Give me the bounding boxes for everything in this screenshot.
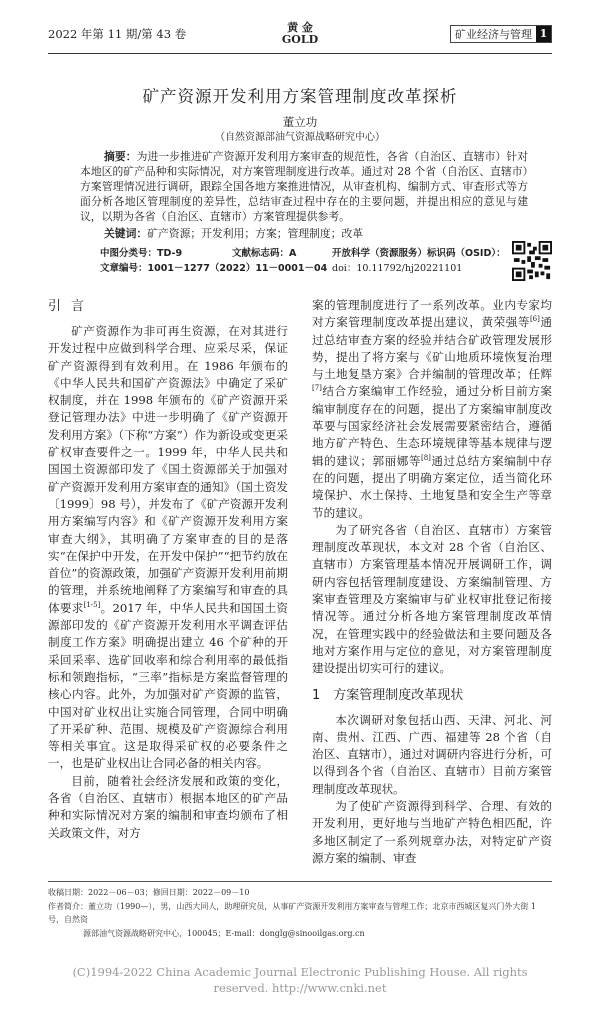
citation[interactable]: [8] (420, 453, 431, 462)
author-bio-cont: 源部油气资源战略研究中心，100045；E-mail：donglg@sinooilgas.org.cn (83, 928, 365, 938)
metadata-row (100, 246, 508, 261)
received-date: 收稿日期：2022－06－03；修回日期：2022－09－10 (48, 888, 250, 898)
section-badge (450, 25, 552, 43)
header-rule (48, 53, 552, 54)
abstract (80, 149, 528, 224)
left-column (48, 297, 288, 867)
journal-name (260, 22, 340, 46)
paragraph: 为了使矿产资源得到科学、合理、有效的开发利用，更好地与当地矿产特色相匹配，许多地区制定了一系列规章办法，对特定矿产资源方案的编制、审查 (312, 799, 552, 865)
author: 董立功 (282, 115, 318, 129)
article-metadata (100, 241, 552, 281)
clc-number: 中图分类号：TD-9 (100, 248, 183, 259)
section-heading-1: 1 方案管理制度改革现状 (312, 687, 464, 703)
section-badge-wrap (382, 25, 552, 43)
keywords-label: 关键词： (104, 227, 148, 240)
journal-name-cn: 黄 金 (287, 21, 313, 34)
journal-name-en: GOLD (281, 33, 319, 46)
paper-title: 矿产资源开发利用方案管理制度改革探析 (142, 87, 458, 106)
article-number: 文章编号：1001－1277（2022）11－0001－04 (100, 263, 328, 274)
section-heading-introduction: 引言 (48, 299, 95, 314)
issue-info: 2022 年第 11 期/第 43 卷 (48, 27, 187, 41)
right-column (312, 297, 552, 867)
document-code: 文献标志码：A (232, 248, 297, 259)
osid-label: 开放科学（资源服务）标识码（OSID）： (332, 248, 506, 259)
paragraph (312, 297, 552, 522)
paragraph: 本次调研对象包括山西、天津、河北、河南、贵州、江西、广西、福建等 28 个省（自治区、直辖市），通过对调研内容进行分析，可以得到各个省（自治区、直辖市）目前方案管理制度改革现状。 (312, 712, 552, 796)
section-name: 矿业经济与管理 (455, 28, 532, 41)
paragraph-text: 矿产资源作为非可再生资源，在对其进行开发过程中应做到科学合理、应采尽采，保证矿产资源得到有效利用。在 1986 年颁布的《中华人民共和国矿产资源法》中确定了采矿权制度，并在 1998 年颁布的《矿产资源开采登记管理办法》中进一步明确了《矿产资源开发利用方案》（下称“方案”）作为新设或变更采矿权审查要件之一。1999 年，中华人民共和国国土资源部印发了《国土资源部关于加强对矿产资源开发利用方案审查的通知》（国土资发〔1999〕98 号），并发布了《矿产资源开发利用方案编写内容》和《矿产资源开发利用方案审查大纲》，其明确了方案审查的目的是落实“在保护中开发，在开发中保护”“把节约放在首位”的资源政策，加强矿产资源开发利用前期的管理，并系统地阐释了方案编写和审查的具体要求 (48, 324, 288, 615)
page-number: 1 (536, 26, 551, 42)
metadata-row (100, 261, 508, 276)
paragraph: 为了研究各省（自治区、直辖市）方案管理制度改革现状，本文对 28 个省（自治区、直辖市）方案管理基本情况开展调研工作，调研内容包括管理制度建设、方案编制管理、方案审查管理及方案编审与矿业权审批登记衔接情况等。通过分析各地方案管理制度改革情况，在管理实践中的经验做法和主要问题及各地对方案作用与定位的意见，对方案管理制度建设提出切实可行的建议。 (312, 522, 552, 676)
footnotes (48, 886, 552, 940)
body-columns (48, 297, 552, 867)
paragraph-text: 结合方案编审工作经验，通过分析目前方案编审制度存在的问题，提出了方案编审制度改革要与国家经济社会发展需要紧密结合，遵循地方矿产特色、生态环境规律等基本规律与逻辑的建议；郭丽娜等 (312, 384, 552, 468)
paragraph (48, 323, 288, 773)
copyright-watermark: (C)1994-2022 China Academic Journal Electronic Publishing House. All rights reserved. http://www.cnki.net (72, 965, 528, 996)
author-bio: 作者简介：董立功（1990—），男，山西大同人，助理研究员，从事矿产资源开发利用方案审查与管理工作；北京市西城区复兴门外大街 1 号，自然资 (48, 901, 536, 925)
affiliation: （自然资源部油气资源战略研究中心） (215, 132, 385, 143)
paragraph-text: 通过总结审查方案的经验并结合矿政管理发展形势，提出了将方案与《矿山地质环境恢复治理与土地复垦方案》合并编制的管理改革；任辉 (312, 315, 552, 382)
footnote-rule (48, 881, 552, 882)
abstract-label: 摘要： (104, 150, 137, 163)
metadata-table (100, 246, 508, 276)
paragraph: 目前，随着社会经济发展和政策的变化，各省（自治区、直辖市）根据本地区的矿产品种和实际情况对方案的编制和审查均颁布了相关政策文件，对方 (48, 773, 288, 840)
keywords (104, 226, 552, 241)
abstract-text: 为进一步推进矿产资源开发利用方案审查的规范性，各省（自治区、直辖市）针对本地区的矿产品种和实际情况，对方案管理制度进行改革。通过对 28 个省（自治区、直辖市）方案管理情况进行调研，跟踪全国各地方案推进情况，从审查机构、编制方式、审查形式等方面分析各地区管理制度的差异性，总结审查过程中存在的主要问题，并提出相应的意见与建议，以期为各省（自治区、直辖市）方案管理提供参考。 (80, 150, 529, 223)
paragraph-text: 通过总结方案编制中存在的问题，提出了明确方案定位，适当简化环境保护、水土保持、土地复垦和安全生产等章节的建议。 (312, 453, 552, 520)
keywords-text: 矿产资源；开发利用；方案；管理制度；改革 (147, 227, 364, 240)
paragraph-text: 。2017 年，中华人民共和国国土资源部印发的《矿产资源开发利用水平调查评估制度工作方案》明确提出建立 46 个矿种的开采回采率、选矿回收率和综合利用率的最低指标和领跑指标，“三率”指标是方案监督管理的核心内容。此外，为加强对矿产资源的监管，中国对矿业权出让实施合同管理，合同中明确了开采矿种、范围、规模及矿产资源综合利用等相关事宜。这是取得采矿权的必要条件之一，也是矿业权出让合同必备的相关内容。 (48, 600, 288, 771)
running-header (48, 22, 552, 46)
citation[interactable]: [7] (312, 384, 322, 393)
qr-code-icon[interactable] (512, 241, 552, 281)
citation[interactable]: [1-5] (83, 600, 101, 609)
paragraph-text: 案的管理制度进行了一系列改革。业内专家均对方案管理制度改革提出建议，黄荣强等 (312, 298, 552, 330)
citation[interactable]: [6] (529, 315, 540, 324)
doi: doi：10.11792/hj20221101 (332, 263, 463, 274)
